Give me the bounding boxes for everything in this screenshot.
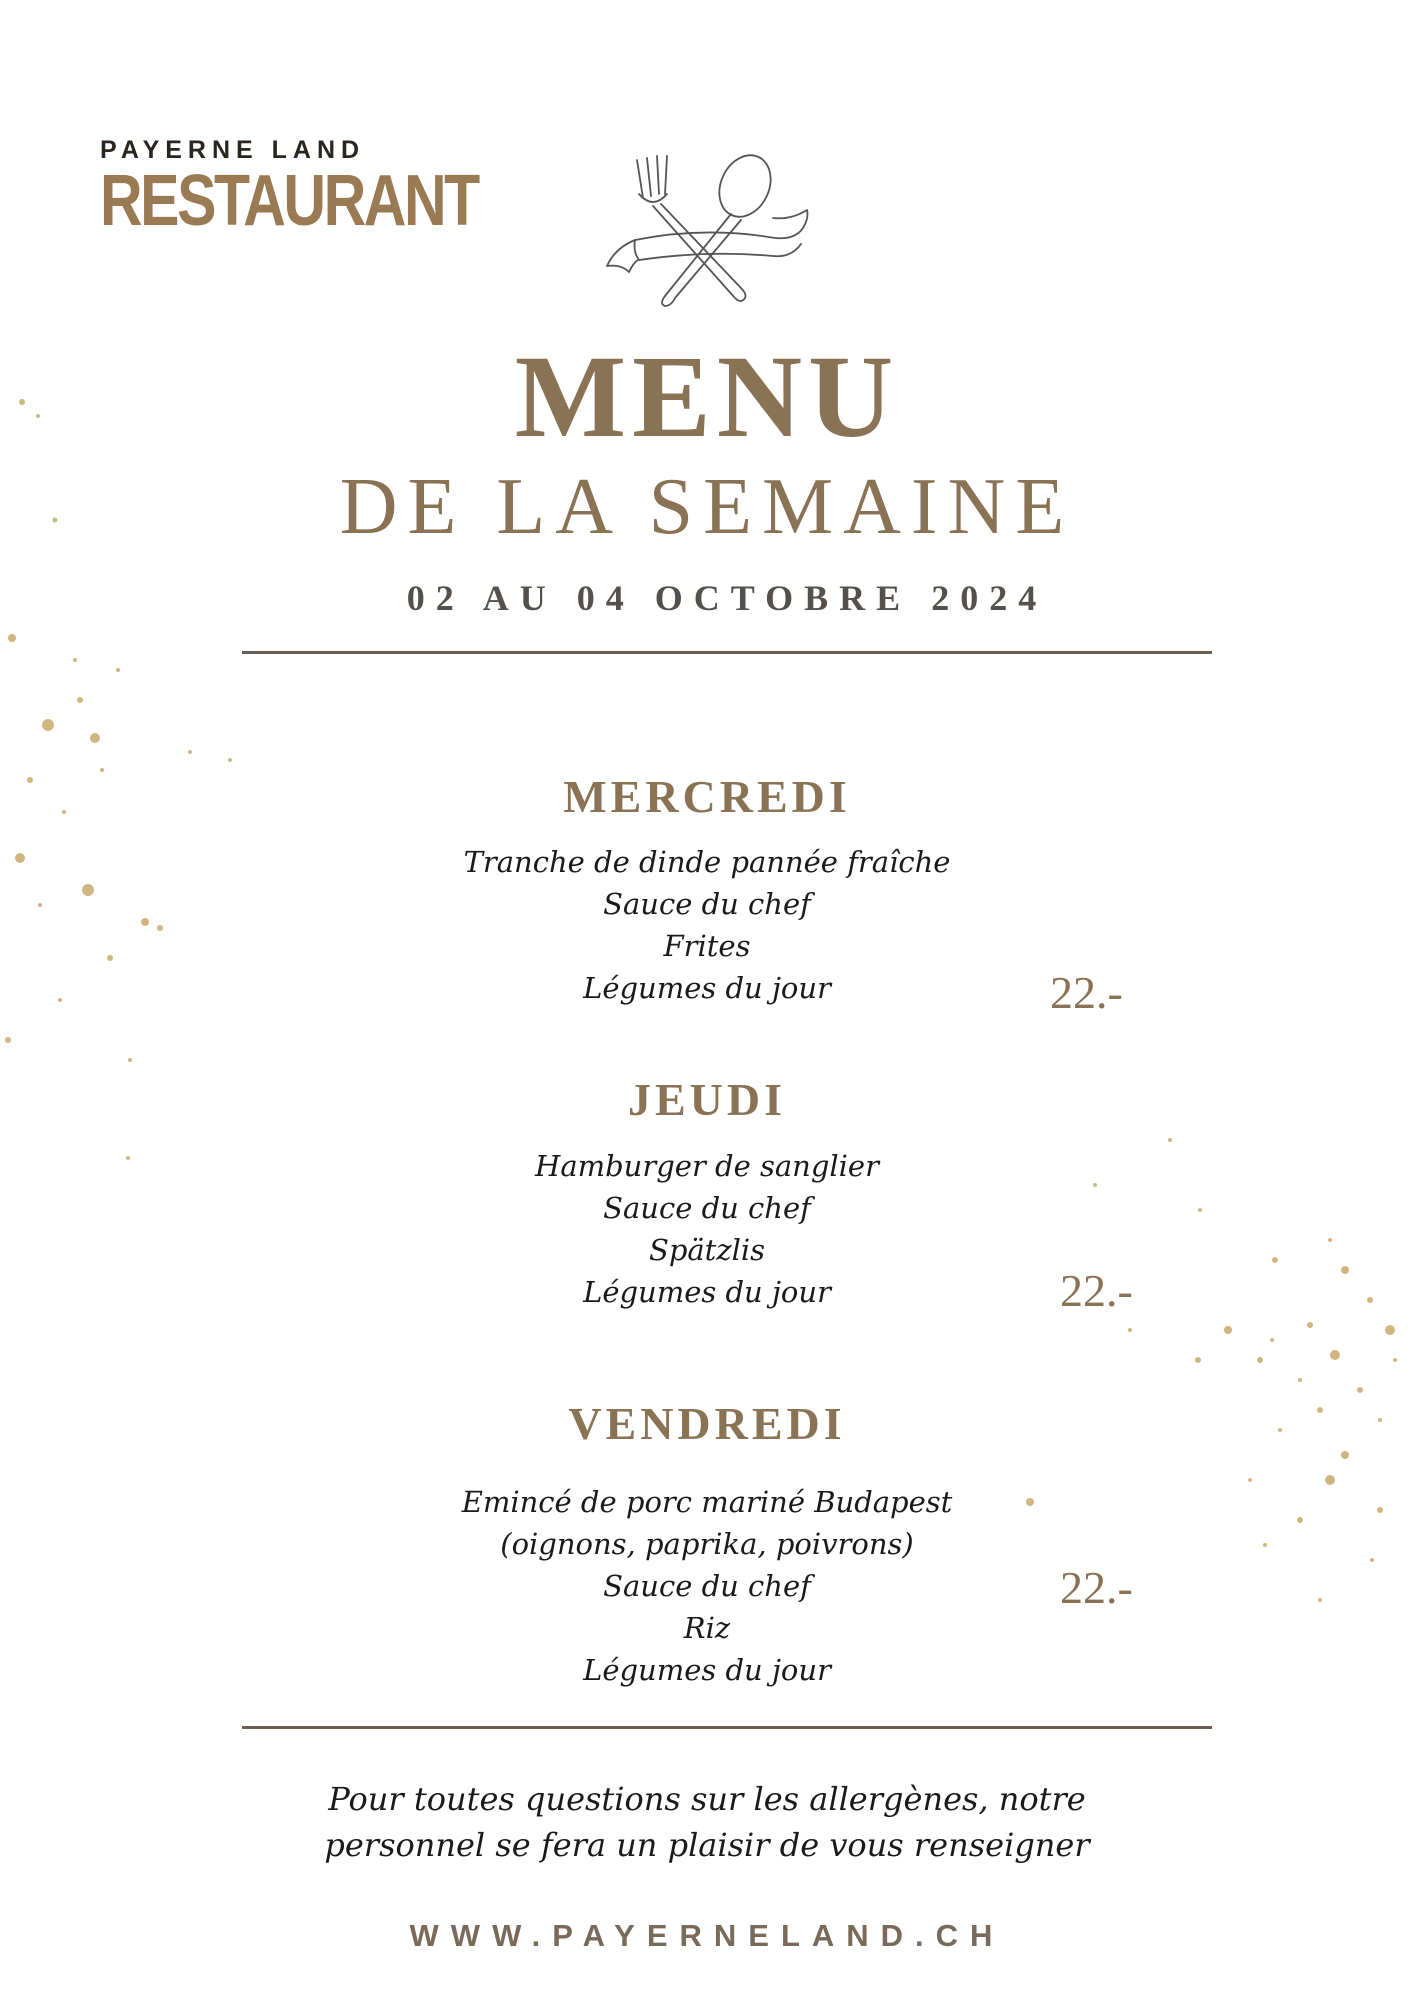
price-vendredi: 22.-: [1060, 1562, 1133, 1613]
fork-spoon-ribbon-icon: [595, 148, 820, 308]
dish-item: Hamburger de sanglier: [535, 1149, 879, 1183]
dish-item: Sauce du chef: [603, 1569, 811, 1603]
price-jeudi: 22.-: [1060, 1265, 1133, 1316]
dish-item: Légumes du jour: [583, 1275, 831, 1309]
dish-item: Emincé de porc mariné Budapest: [461, 1485, 953, 1519]
menu-subtitle: DE LA SEMAINE: [339, 463, 1075, 551]
day-heading-jeudi: JEUDI: [627, 1074, 787, 1125]
dish-list-mercredi: [0, 841, 1414, 1009]
price-mercredi: 22.-: [1050, 967, 1123, 1018]
day-heading-vendredi: VENDREDI: [568, 1398, 846, 1449]
website-link[interactable]: WWW.PAYERNELAND.CH: [409, 1918, 1005, 1953]
dish-item: Frites: [663, 929, 751, 963]
dish-item: Spätzlis: [648, 1233, 766, 1267]
dish-item: Sauce du chef: [603, 887, 811, 921]
dish-item: (oignons, paprika, poivrons): [500, 1527, 914, 1561]
logo-top-line: PAYERNE LAND: [100, 136, 366, 164]
menu-title: MENU: [514, 331, 900, 462]
allergen-note: [0, 1776, 1414, 1868]
restaurant-logo: [100, 136, 478, 241]
dish-item: Sauce du chef: [603, 1191, 811, 1225]
dish-item: Légumes du jour: [583, 1653, 831, 1687]
day-heading-mercredi: MERCREDI: [563, 771, 851, 822]
dish-item: Légumes du jour: [583, 971, 831, 1005]
dish-item: Tranche de dinde pannée fraîche: [463, 845, 951, 879]
menu-dates: 02 AU 04 OCTOBRE 2024: [406, 578, 1048, 618]
allergen-note-line: Pour toutes questions sur les allergènes, notre: [328, 1780, 1086, 1818]
dish-list-vendredi: [0, 1481, 1414, 1691]
allergen-note-line: personnel se fera un plaisir de vous renseigner: [324, 1826, 1090, 1864]
top-divider: [242, 651, 1212, 654]
dish-list-jeudi: [0, 1145, 1414, 1316]
bottom-divider: [242, 1726, 1212, 1729]
logo-main-line: RESTAURANT: [100, 161, 478, 241]
dish-item: Riz: [683, 1611, 731, 1645]
